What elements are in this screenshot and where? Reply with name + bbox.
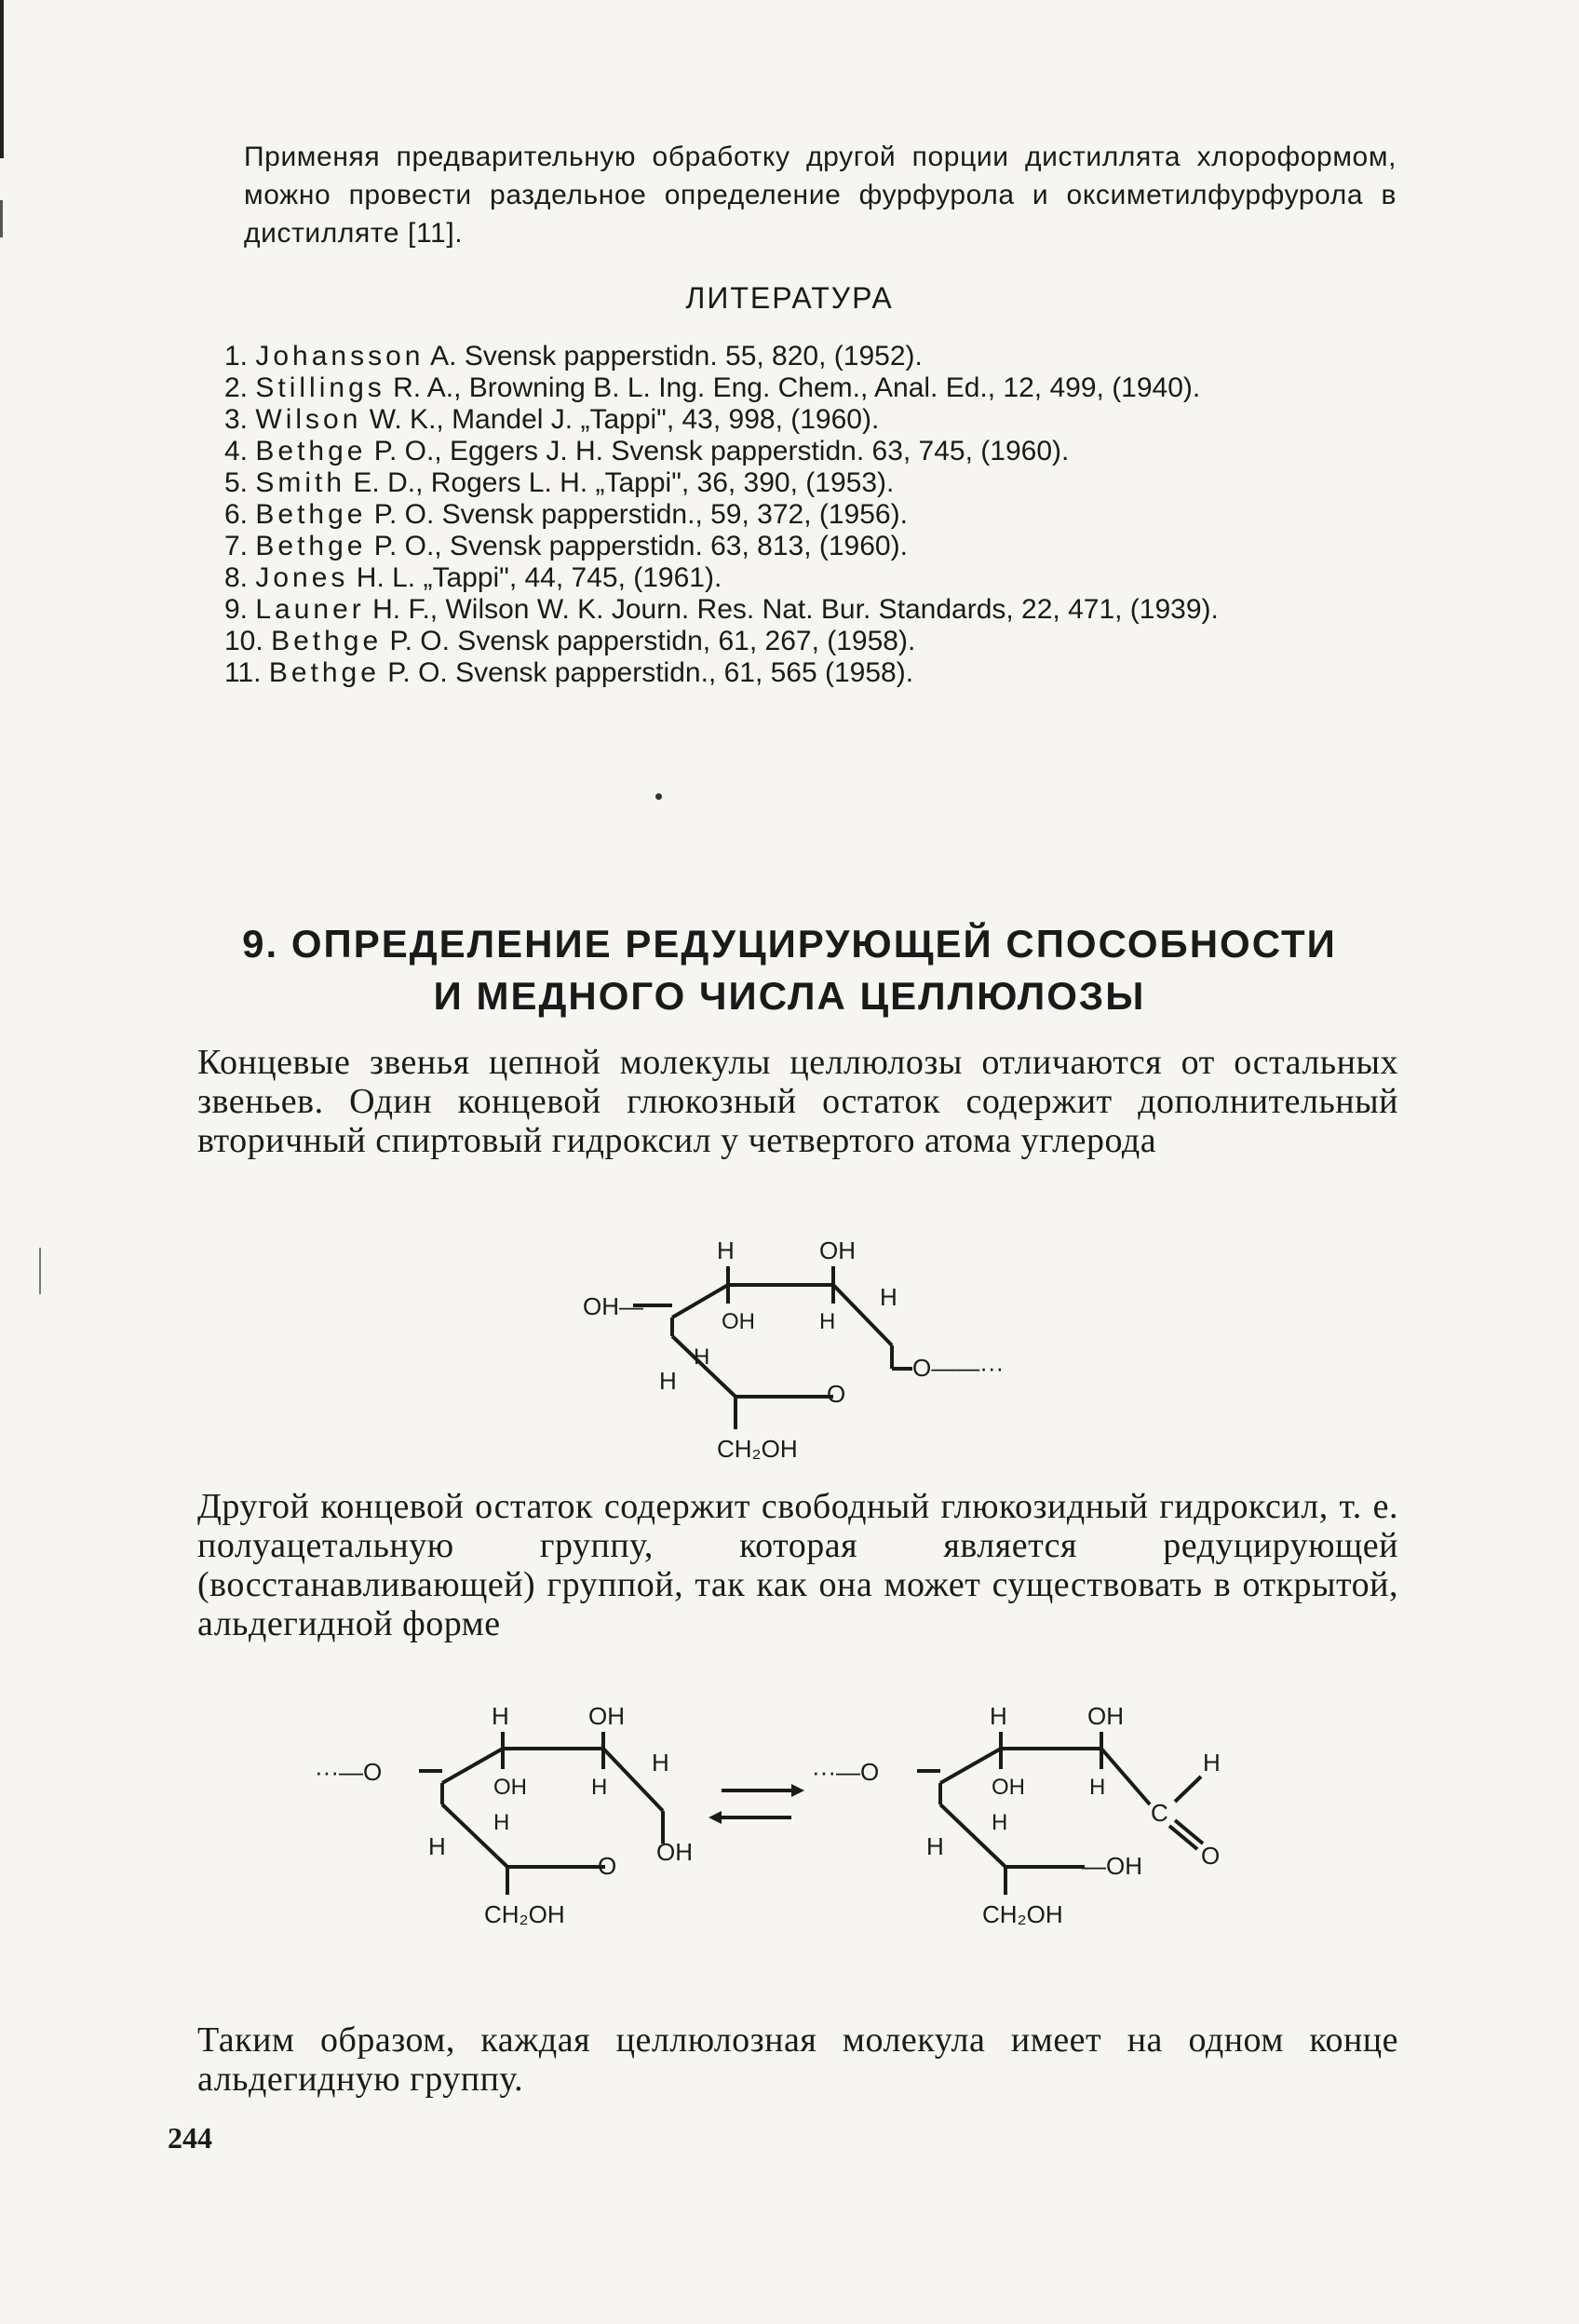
reference-number: 10. xyxy=(224,626,263,656)
reference-author: Johansson xyxy=(255,341,425,372)
label-h: H xyxy=(990,1702,1007,1730)
structure-non-reducing-end xyxy=(0,1229,1579,1462)
label-ch2oh: CH₂OH xyxy=(982,1900,1063,1928)
label-h: H xyxy=(717,1236,735,1264)
reference-author: Stillings xyxy=(255,372,385,403)
reference-details: A. Svensk papperstidn. 55, 820, (1952). xyxy=(424,341,923,372)
label-o: O xyxy=(827,1380,846,1408)
reference-number: 11. xyxy=(224,657,262,688)
intro-paragraph: Применяя предварительную обработку другой порции дистиллята хлороформом, можно провести раздельное определение фурфурола и оксиметилфурфурола в дистилляте [11]. xyxy=(244,142,1397,249)
reference-item xyxy=(172,499,1401,531)
reference-number: 6. xyxy=(224,499,249,530)
reference-details: W. K., Mandel J. „Tappi", 43, 998, (1960). xyxy=(361,404,880,435)
label-oh: OH xyxy=(1087,1702,1124,1730)
reference-number: 1. xyxy=(224,341,249,372)
label-oh: OH xyxy=(656,1838,693,1866)
reference-author: Bethge xyxy=(271,626,383,656)
reference-number: 9. xyxy=(224,594,249,625)
reference-number: 2. xyxy=(224,372,249,403)
label-c: C xyxy=(1151,1799,1168,1827)
label-h: H xyxy=(591,1775,608,1800)
label-chain: ···—O xyxy=(812,1758,880,1786)
reference-author: Smith xyxy=(255,467,346,498)
label-o: O xyxy=(1201,1842,1221,1870)
label-oh: OH xyxy=(493,1775,527,1800)
label-o-chain: O——··· xyxy=(912,1354,1005,1382)
reference-details: E. D., Rogers L. H. „Tappi", 36, 390, (1953). xyxy=(345,467,895,498)
reference-number: 8. xyxy=(224,562,249,593)
label-h: H xyxy=(428,1832,446,1860)
scan-margin-mark xyxy=(0,200,3,237)
reference-details: P. O. Svensk papperstidn., 59, 372, (1956). xyxy=(366,499,908,530)
section-title xyxy=(0,918,1579,1022)
label-chain: ···—O xyxy=(315,1758,383,1786)
label-h: H xyxy=(659,1367,677,1395)
label-h: H xyxy=(880,1283,897,1311)
reference-details: P. O. Svensk papperstidn., 61, 565 (1958). xyxy=(379,657,914,688)
reference-details: P. O., Svensk papperstidn. 63, 813, (1960). xyxy=(366,531,908,561)
label-h: H xyxy=(652,1749,669,1777)
reference-item xyxy=(172,531,1401,562)
literature-heading: ЛИТЕРАТУРА xyxy=(685,281,894,315)
reference-item xyxy=(172,626,1401,657)
label-h: H xyxy=(1203,1749,1221,1777)
reference-details: R. A., Browning B. L. Ing. Eng. Chem., Anal. Ed., 12, 499, (1940). xyxy=(385,372,1201,403)
reference-item xyxy=(172,562,1401,594)
reference-author: Bethge xyxy=(255,499,367,530)
reference-item xyxy=(172,594,1401,626)
label-oh: OH— xyxy=(583,1292,643,1320)
label-oh: OH xyxy=(819,1236,856,1264)
label-h: H xyxy=(493,1810,510,1835)
reference-item xyxy=(172,372,1401,404)
reference-item xyxy=(172,657,1401,689)
arrow-left-icon xyxy=(709,1811,722,1824)
reference-number: 3. xyxy=(224,404,249,435)
scan-margin-line xyxy=(0,0,4,158)
label-o: O xyxy=(598,1852,617,1880)
arrow-right-icon xyxy=(791,1784,804,1797)
reference-author: Launer xyxy=(255,594,365,625)
label-h: H xyxy=(992,1810,1008,1835)
structure-ring-aldehyde-equilibrium xyxy=(0,1695,1579,1937)
label-ch2oh: CH₂OH xyxy=(717,1435,798,1462)
reference-list xyxy=(172,341,1401,689)
reference-author: Bethge xyxy=(255,531,367,561)
label-h: H xyxy=(492,1702,509,1730)
reference-author: Bethge xyxy=(255,436,367,466)
label-oh: OH xyxy=(992,1775,1025,1800)
reference-item xyxy=(172,341,1401,372)
reference-author: Jones xyxy=(255,562,349,593)
label-oh: OH xyxy=(722,1309,755,1334)
reference-details: P. O., Eggers J. H. Svensk papperstidn. 63, 745, (1960). xyxy=(366,436,1070,466)
label-h: H xyxy=(1089,1775,1106,1800)
reference-author: Bethge xyxy=(268,657,380,688)
label-h: H xyxy=(819,1309,836,1334)
label-ch2oh: CH₂OH xyxy=(484,1900,565,1928)
page-number: 244 xyxy=(168,2121,212,2155)
reference-details: H. L. „Tappi", 44, 745, (1961). xyxy=(348,562,722,593)
label-oh: OH xyxy=(588,1702,625,1730)
paragraph-end-units: Концевые звенья цепной молекулы целлюлозы отличаются от остальных звеньев. Один концевой глюкозный остаток содержит дополнительный вторичный спиртовый гидроксил у четвертого атома углерода xyxy=(197,1043,1398,1160)
reference-number: 4. xyxy=(224,436,249,466)
reference-details: H. F., Wilson W. K. Journ. Res. Nat. Bur. Standards, 22, 471, (1939). xyxy=(364,594,1219,625)
label-oh: —OH xyxy=(1082,1852,1142,1880)
reference-author: Wilson xyxy=(255,404,362,435)
print-dot xyxy=(655,793,662,800)
reference-item xyxy=(172,436,1401,467)
reference-item xyxy=(172,404,1401,436)
reference-details: P. O. Svensk papperstidn, 61, 267, (1958). xyxy=(382,626,916,656)
reference-number: 7. xyxy=(224,531,249,561)
section-title-line-2: И МЕДНОГО ЧИСЛА ЦЕЛЛЮЛОЗЫ xyxy=(433,974,1146,1018)
reference-item xyxy=(172,467,1401,499)
label-h: H xyxy=(926,1832,944,1860)
reference-number: 5. xyxy=(224,467,249,498)
label-h: H xyxy=(694,1344,710,1370)
paragraph-reducing-end: Другой концевой остаток содержит свободный глюкозидный гидроксил, т. е. полуацетальную группу, которая является редуцирующей (восстанавливающей) группой, так как она может существовать в открытой, альдегидной форме xyxy=(197,1487,1398,1643)
section-title-line-1: 9. ОПРЕДЕЛЕНИЕ РЕДУЦИРУЮЩЕЙ СПОСОБНОСТИ xyxy=(242,922,1337,966)
paragraph-conclusion: Таким образом, каждая целлюлозная молекула имеет на одном конце альдегидную группу. xyxy=(197,2020,1398,2099)
